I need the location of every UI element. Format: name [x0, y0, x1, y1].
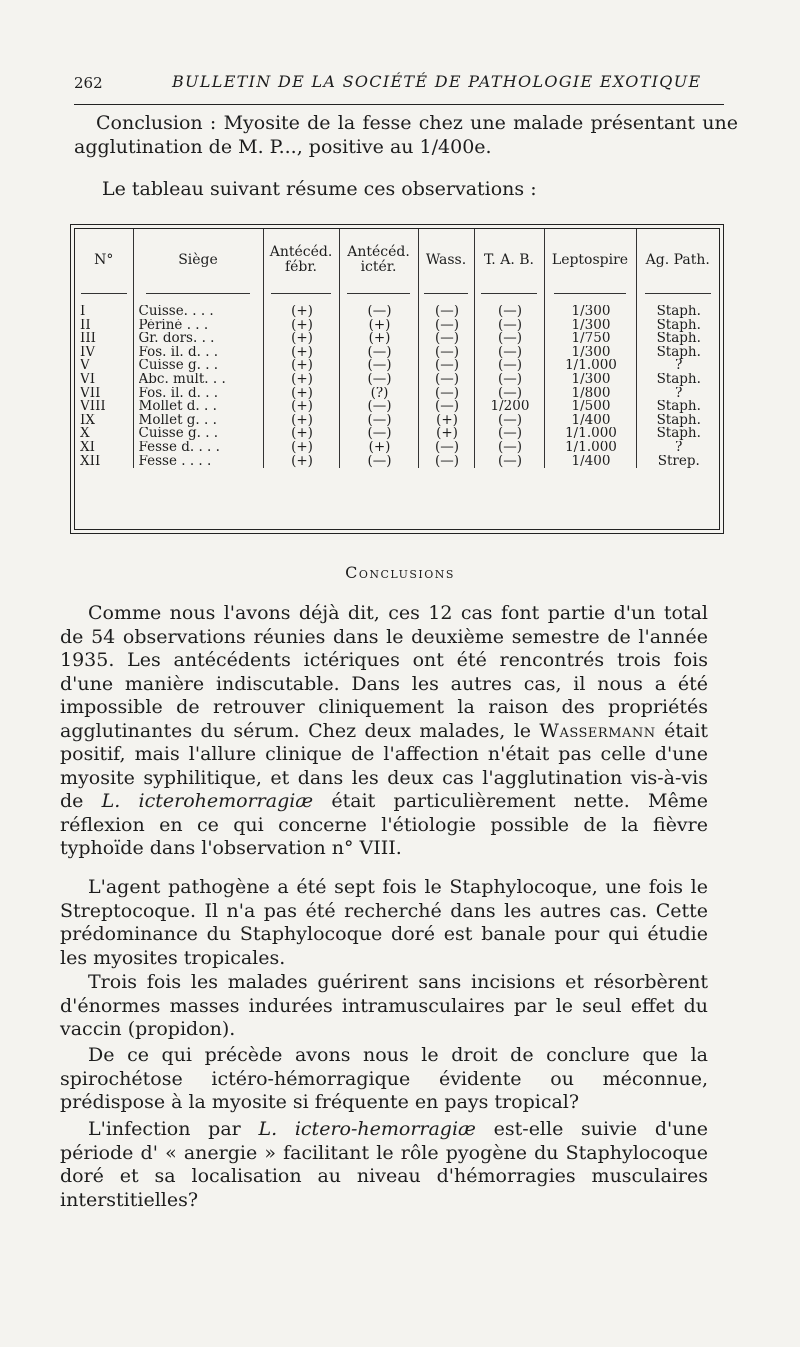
p5-text-a: L'infection par [88, 1118, 259, 1140]
paragraph-1 [60, 602, 708, 861]
table-cell: (—) [497, 386, 523, 401]
table-cell: (+) [368, 440, 391, 455]
table-cell: (—) [367, 427, 392, 441]
table-cell: (—) [434, 372, 460, 387]
table-cell: (—) [434, 454, 460, 469]
table-cell: XI [80, 440, 95, 455]
table-cell: (+) [291, 345, 313, 360]
table-cell: (—) [367, 359, 392, 373]
table-cell: Staph. [656, 400, 701, 414]
column-wassermann [418, 301, 474, 468]
table-cell: 1/750 [571, 332, 611, 346]
table-cell: Staph. [656, 372, 701, 387]
p2-text: L'agent pathogène a été sept fois le Staphylocoque, une fois le Streptocoque. Il n'a pas été recherché dans les autres cas. Cette prédominance du Staphylocoque doré est banale pour qui étudie les myosites tropicales. [60, 876, 708, 969]
table-cell: (—) [497, 454, 523, 469]
table-cell: 1/300 [571, 372, 611, 387]
header-leptospire: Leptospire [544, 229, 636, 291]
table-cell: (—) [497, 413, 523, 428]
table-cell: (—) [434, 386, 460, 401]
table-cell: (—) [367, 413, 392, 428]
table-cell: (—) [497, 372, 523, 387]
table-cell: II [80, 318, 91, 333]
table-cell: Staph. [656, 345, 701, 360]
p4-text: De ce qui précède avons nous le droit de conclure que la spirochétose ictéro-hémorragique évidente ou méconnue, prédispose à la myosite si fréquente en pays tropical? [60, 1044, 708, 1113]
paragraph-5 [60, 1118, 708, 1212]
table-cell: ? [675, 359, 683, 373]
table-cell: (+) [291, 305, 313, 319]
header-antecedents-icteriques: Antécéd. ictér. [339, 229, 418, 291]
table-cell: (+) [291, 427, 313, 441]
header-rule [74, 104, 724, 105]
table-cell: (+) [291, 359, 313, 373]
table-cell: (+) [291, 413, 313, 428]
paragraph-2 [60, 876, 708, 970]
header-antecedents-febriles: Antécéd. fébr. [263, 229, 339, 291]
table-cell: IV [80, 345, 96, 360]
table-cell: (—) [367, 305, 392, 319]
p5-text-b: est-elle suivie d'une période d' « anergie » facilitant le rôle pyogène du Staphylocoque doré et sa localisation au niveau d'hémorragies musculaires interstitielles? [60, 1118, 708, 1211]
column-agent-pathogene [636, 301, 719, 468]
table-cell: (—) [434, 305, 460, 319]
table-cell: Fos. il. d. . . [138, 386, 219, 401]
table-cell: (—) [434, 332, 460, 346]
table-cell: (—) [497, 305, 523, 319]
column-antecedents-icteriques [339, 301, 418, 468]
table-cell: Gr. dors. . . [138, 332, 215, 346]
column-tab [474, 301, 544, 468]
header-tab: T. A. B. [474, 229, 544, 291]
column-numero [75, 301, 133, 468]
table-cell: 1/1.000 [565, 440, 617, 455]
column-leptospire [544, 301, 636, 468]
table-cell: (—) [434, 440, 460, 455]
table-cell: (—) [497, 427, 523, 441]
table-cell: Périné . . . [138, 318, 209, 333]
table-cell: I [80, 305, 86, 319]
table-cell: (—) [497, 332, 523, 346]
header-numero: N° [75, 229, 133, 291]
column-antecedents-febriles [263, 301, 339, 468]
table-cell: (—) [497, 345, 523, 360]
table-cell: Staph. [656, 427, 701, 441]
table-header-row [75, 229, 719, 291]
table-cell: 1/1.000 [565, 359, 617, 373]
conclusion-text: Conclusion : Myosite de la fesse chez une malade présentant une agglutination de M. P..., positive au 1/400e. [74, 112, 738, 158]
table-cell: (—) [434, 345, 460, 360]
table-cell: III [80, 332, 96, 346]
table-cell: (—) [434, 359, 460, 373]
journal-title: BULLETIN DE LA SOCIÉTÉ DE PATHOLOGIE EXOTIQUE [172, 72, 702, 91]
paragraph-4 [60, 1044, 708, 1115]
table-cell: 1/300 [571, 305, 611, 319]
table-intro: Le tableau suivant résume ces observations : [102, 178, 537, 200]
table-cell: (+) [436, 413, 458, 428]
table-cell: (+) [291, 372, 313, 387]
table-cell: Staph. [656, 318, 701, 333]
table-cell: (—) [367, 400, 392, 414]
p1-wassermann: Wassermann [539, 719, 656, 742]
header-siege: Siège [133, 229, 263, 291]
table-cell: 1/1.000 [565, 427, 617, 441]
table-cell: Cuisse g. . . [138, 427, 219, 441]
table-cell: XII [80, 454, 101, 469]
table-cell: 1/300 [571, 318, 611, 333]
table-cell: (+) [291, 386, 313, 401]
p5-species: L. ictero-hemorragiæ [258, 1118, 476, 1140]
table-cell: Cuisse g. . . [138, 359, 219, 373]
header-separator-row [75, 291, 719, 301]
table-cell: (+) [291, 318, 313, 333]
page-number: 262 [74, 74, 103, 92]
table-cell: 1/500 [571, 400, 611, 414]
header-agent-pathogene: Ag. Path. [645, 251, 710, 268]
p3-text: Trois fois les malades guérirent sans incisions et résorbèrent d'énormes masses indurées intramusculaires par le seul effet du vaccin (propidon). [60, 971, 708, 1040]
table-cell: Mollet d. . . [138, 400, 217, 414]
table-cell: 1/800 [571, 386, 611, 401]
table-cell: VIII [80, 400, 106, 414]
header-wassermann: Wass. [418, 229, 474, 291]
section-title-conclusions: Conclusions [345, 563, 455, 582]
table-cell: (+) [368, 318, 391, 333]
table-cell: 1/300 [571, 345, 611, 360]
table-cell: 1/400 [571, 413, 611, 428]
table-cell: Fesse . . . . [138, 454, 212, 469]
table-cell: (—) [367, 454, 392, 469]
p1-text-c: était particulièrement nette. Même réflexion en ce qui concerne l'étiologie possible de la fièvre typhoïde dans l'observation n° VIII. [60, 790, 709, 859]
table-cell: (+) [291, 440, 313, 455]
table-cell: X [80, 427, 90, 441]
table-cell: IX [80, 413, 95, 428]
table-cell: (—) [434, 400, 460, 414]
conclusion-paragraph [74, 112, 738, 159]
table-cell: ? [675, 386, 683, 401]
table-cell: Mollet g. . . [138, 413, 217, 428]
table-cell: VI [80, 372, 96, 387]
p1-text-b: était positif, mais l'allure clinique de l'affection n'était pas celle d'une myosite syphilitique, et dans les deux cas l'agglutination vis-à-vis de [60, 719, 708, 812]
table-cell: V [80, 359, 90, 373]
running-header [74, 72, 724, 98]
column-siege [133, 301, 263, 468]
table-cell: (—) [434, 318, 460, 333]
observations-table-frame [74, 228, 720, 530]
table-cell: VII [80, 386, 101, 401]
table-cell: (+) [436, 427, 458, 441]
table-cell: (—) [497, 440, 523, 455]
table-cell: Cuisse. . . . [138, 305, 214, 319]
p1-text-a: Comme nous l'avons déjà dit, ces 12 cas font partie d'un total de 54 observations réunies dans le deuxième semestre de l'année 1935. Les antécédents ictériques ont été rencontrés trois fois d'une manière indiscutable. Dans les autres cas, il nous a été impossible de retrouver cliniquement la raison des propriétés agglutinantes du sérum. Chez deux malades, le [60, 602, 708, 742]
table-cell: Staph. [656, 332, 701, 346]
table-cell: (+) [368, 332, 391, 346]
table-cell: ? [675, 440, 683, 455]
table-cell: 1/200 [490, 400, 530, 414]
table-cell: Staph. [656, 413, 701, 428]
table-body-row [75, 301, 719, 468]
table-cell: (+) [291, 454, 313, 469]
table-cell: 1/400 [571, 454, 611, 469]
table-cell: (+) [291, 332, 313, 346]
table-cell: (+) [291, 400, 313, 414]
observations-table [75, 229, 719, 468]
table-cell: (—) [497, 318, 523, 333]
table-cell: (—) [367, 372, 392, 387]
table-cell: Fos. il. d. . . [138, 345, 219, 360]
p1-species: L. icterohemorragiæ [101, 790, 314, 812]
table-cell: Strep. [657, 454, 700, 469]
paragraph-3 [60, 971, 708, 1042]
table-cell: (—) [497, 359, 523, 373]
table-cell: Abc. mult. . . [138, 372, 226, 387]
table-cell: (—) [367, 345, 392, 360]
table-cell: Staph. [656, 305, 701, 319]
table-cell: (?) [370, 386, 389, 401]
table-cell: Fesse d. . . . [138, 440, 220, 455]
